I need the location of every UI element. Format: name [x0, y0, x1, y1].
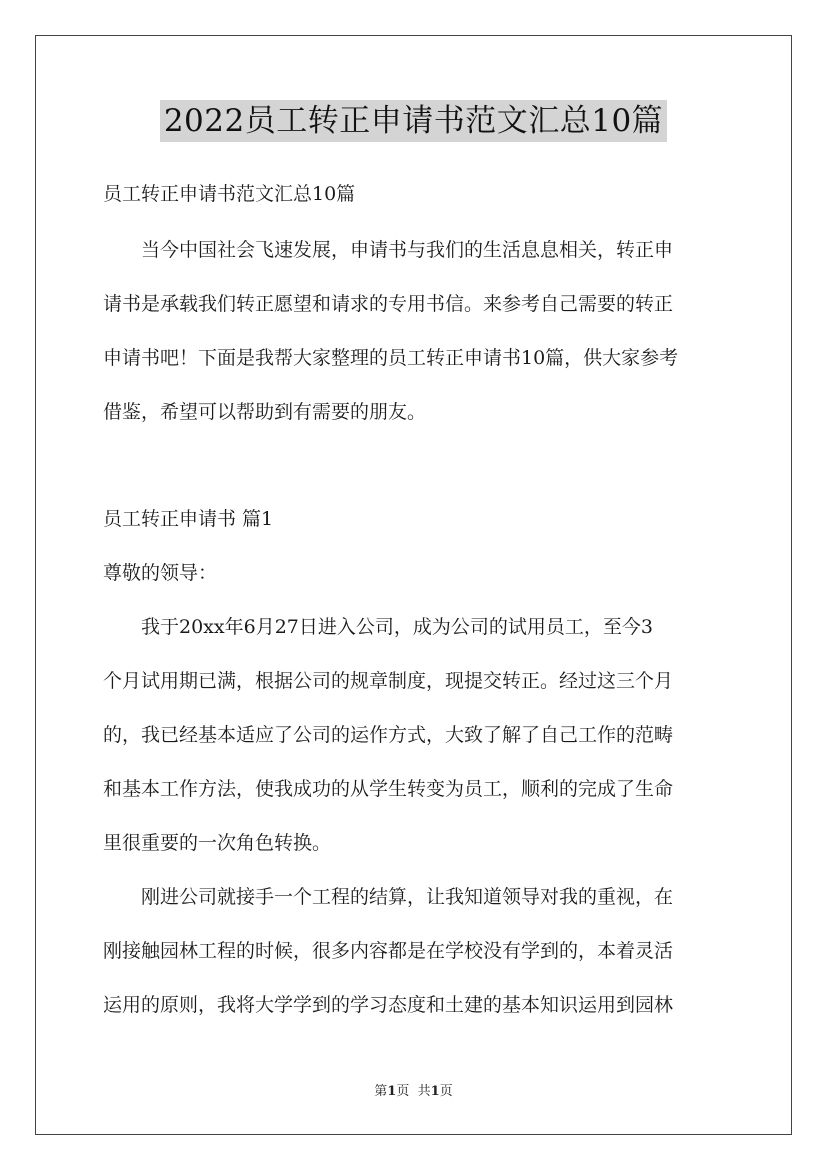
para2-line-3: 运用的原则，我将大学学到的学习态度和土建的基本知识运用到园林 [103, 994, 674, 1016]
footer-total-suffix: 页 [439, 1084, 453, 1099]
intro-line-3: 申请书吧！下面是我帮大家整理的员工转正申请书10篇，供大家参考 [103, 347, 679, 369]
para1-line-2: 个月试用期已满，根据公司的规章制度，现提交转正。经过这三个月 [103, 670, 674, 692]
para1-line-1: 我于20xx年6月27日进入公司，成为公司的试用员工，至今3 [103, 616, 653, 638]
para1-line-3: 的，我已经基本适应了公司的运作方式，大致了解了自己工作的范畴 [103, 724, 674, 746]
page-footer [0, 1084, 827, 1100]
title-container [0, 100, 827, 142]
intro-line-4: 借鉴，希望可以帮助到有需要的朋友。 [103, 401, 427, 423]
section-heading: 员工转正申请书 篇1 [103, 508, 274, 530]
intro-line-2: 请书是承载我们转正愿望和请求的专用书信。来参考自己需要的转正 [103, 293, 674, 315]
footer-total-prefix: 共 [417, 1084, 431, 1099]
para1-line-5: 里很重要的一次角色转换。 [103, 832, 332, 854]
subtitle: 员工转正申请书范文汇总10篇 [103, 183, 356, 205]
footer-page-prefix: 第 [374, 1084, 388, 1099]
salutation: 尊敬的领导： [103, 562, 218, 584]
document-title: 2022员工转正申请书范文汇总10篇 [160, 100, 667, 142]
intro-line-1: 当今中国社会飞速发展，申请书与我们的生活息息相关，转正申 [103, 239, 674, 261]
para2-line-2: 刚接触园林工程的时候，很多内容都是在学校没有学到的，本着灵活 [103, 940, 674, 962]
para2-line-1: 刚进公司就接手一个工程的结算，让我知道领导对我的重视，在 [103, 886, 674, 908]
footer-total-number: 1 [430, 1084, 440, 1099]
footer-page-number: 1 [387, 1084, 397, 1099]
para1-line-4: 和基本工作方法，使我成功的从学生转变为员工，顺利的完成了生命 [103, 778, 674, 800]
footer-page-suffix: 页 [396, 1084, 410, 1099]
